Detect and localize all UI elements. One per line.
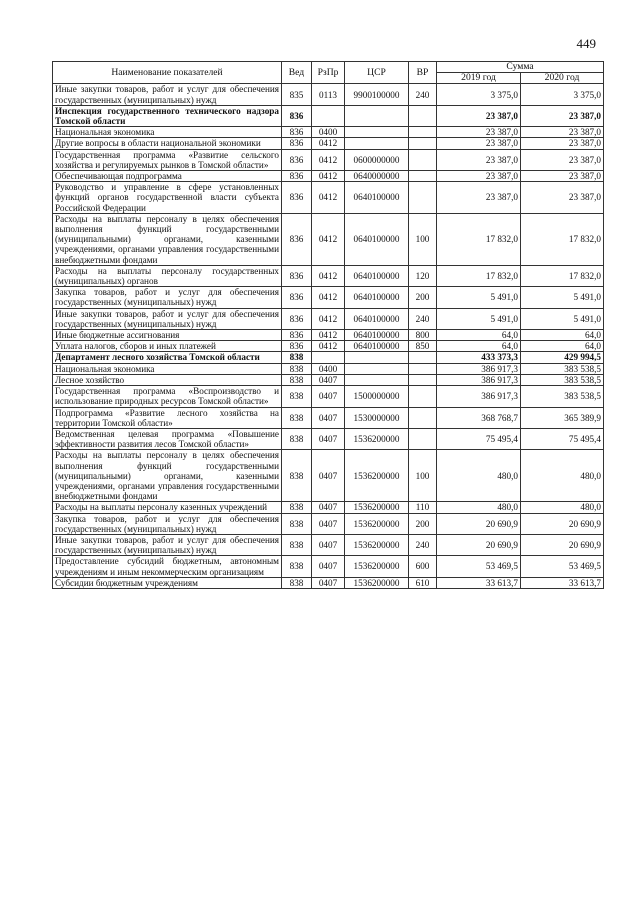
cell-csr: 1536200000 — [345, 428, 409, 449]
cell-ved: 838 — [282, 556, 312, 577]
table-header — [53, 62, 604, 84]
cell-csr — [345, 127, 409, 138]
table-row — [53, 407, 604, 428]
cell-rzpr: 0407 — [312, 428, 345, 449]
cell-rzpr: 0412 — [312, 213, 345, 265]
cell-name: Расходы на выплаты персоналу в целях обеспечения выполнения функций государственными (муниципальными) органами, казенными учреждениями, органами управления государственными внебюджетными фондами — [53, 213, 282, 265]
col-header-csr: ЦСР — [345, 62, 409, 84]
cell-2019: 480,0 — [437, 450, 521, 502]
cell-vr — [409, 407, 437, 428]
table-body — [53, 84, 604, 589]
cell-csr: 1536200000 — [345, 513, 409, 534]
table-row — [53, 213, 604, 265]
cell-name: Уплата налогов, сборов и иных платежей — [53, 341, 282, 352]
cell-2019: 23 387,0 — [437, 182, 521, 214]
cell-csr: 1536200000 — [345, 534, 409, 555]
cell-csr: 0640100000 — [345, 182, 409, 214]
cell-2020: 17 832,0 — [521, 213, 604, 265]
cell-vr: 100 — [409, 213, 437, 265]
col-header-ved: Вед — [282, 62, 312, 84]
cell-2020: 17 832,0 — [521, 265, 604, 286]
cell-ved: 838 — [282, 450, 312, 502]
cell-name: Инспекция государственного технического надзора Томской области — [53, 105, 282, 126]
table-row — [53, 386, 604, 407]
cell-vr: 800 — [409, 330, 437, 341]
cell-2020: 383 538,5 — [521, 374, 604, 385]
budget-table — [52, 61, 604, 589]
cell-2019: 23 387,0 — [437, 138, 521, 149]
cell-rzpr — [312, 105, 345, 126]
cell-2019: 17 832,0 — [437, 265, 521, 286]
col-header-vr: ВР — [409, 62, 437, 84]
cell-vr — [409, 138, 437, 149]
cell-2020: 383 538,5 — [521, 386, 604, 407]
cell-vr: 200 — [409, 287, 437, 308]
cell-rzpr: 0407 — [312, 513, 345, 534]
cell-vr: 610 — [409, 577, 437, 588]
cell-2020: 5 491,0 — [521, 287, 604, 308]
cell-2020: 75 495,4 — [521, 428, 604, 449]
cell-2019: 386 917,3 — [437, 363, 521, 374]
table-row — [53, 352, 604, 363]
table-row — [53, 450, 604, 502]
cell-2020: 480,0 — [521, 450, 604, 502]
cell-vr — [409, 428, 437, 449]
cell-2019: 20 690,9 — [437, 534, 521, 555]
cell-name: Закупка товаров, работ и услуг для обеспечения государственных (муниципальных) нужд — [53, 287, 282, 308]
cell-2019: 17 832,0 — [437, 213, 521, 265]
cell-csr: 1536200000 — [345, 577, 409, 588]
cell-2020: 383 538,5 — [521, 363, 604, 374]
cell-csr: 0640100000 — [345, 287, 409, 308]
cell-csr — [345, 363, 409, 374]
cell-ved: 838 — [282, 407, 312, 428]
table-row — [53, 105, 604, 126]
cell-name: Руководство и управление в сфере установленных функций органов государственной власти субъекта Российской Федерации — [53, 182, 282, 214]
cell-name: Расходы на выплаты персоналу казенных учреждений — [53, 502, 282, 513]
cell-rzpr: 0412 — [312, 287, 345, 308]
table-row — [53, 534, 604, 555]
cell-vr — [409, 127, 437, 138]
cell-2020: 64,0 — [521, 330, 604, 341]
table-row — [53, 84, 604, 105]
cell-rzpr: 0400 — [312, 127, 345, 138]
cell-name: Национальная экономика — [53, 127, 282, 138]
cell-2019: 53 469,5 — [437, 556, 521, 577]
table-row — [53, 577, 604, 588]
table-row — [53, 374, 604, 385]
cell-rzpr: 0412 — [312, 182, 345, 214]
cell-name: Иные закупки товаров, работ и услуг для обеспечения государственных (муниципальных) нужд — [53, 308, 282, 329]
cell-ved: 838 — [282, 502, 312, 513]
cell-name: Субсидии бюджетным учреждениям — [53, 577, 282, 588]
cell-name: Государственная программа «Воспроизводство и использование природных ресурсов Томской области» — [53, 386, 282, 407]
cell-ved: 838 — [282, 513, 312, 534]
cell-name: Расходы на выплаты персоналу в целях обеспечения выполнения функций государственными (муниципальными) органами, казенными учреждениями, органами управления государственными внебюджетными фондами — [53, 450, 282, 502]
cell-ved: 838 — [282, 386, 312, 407]
cell-2019: 433 373,3 — [437, 352, 521, 363]
cell-2020: 480,0 — [521, 502, 604, 513]
cell-ved: 836 — [282, 330, 312, 341]
table-row — [53, 308, 604, 329]
cell-rzpr: 0407 — [312, 556, 345, 577]
table-row — [53, 502, 604, 513]
cell-rzpr: 0412 — [312, 308, 345, 329]
cell-csr — [345, 138, 409, 149]
cell-vr — [409, 386, 437, 407]
cell-vr: 240 — [409, 534, 437, 555]
cell-name: Иные закупки товаров, работ и услуг для обеспечения государственных (муниципальных) нужд — [53, 534, 282, 555]
cell-name: Другие вопросы в области национальной экономики — [53, 138, 282, 149]
cell-2019: 5 491,0 — [437, 287, 521, 308]
cell-2020: 23 387,0 — [521, 105, 604, 126]
cell-ved: 838 — [282, 363, 312, 374]
table-row — [53, 341, 604, 352]
cell-csr: 0640000000 — [345, 171, 409, 182]
table-row — [53, 513, 604, 534]
cell-2020: 20 690,9 — [521, 534, 604, 555]
cell-csr: 0640100000 — [345, 330, 409, 341]
table-row — [53, 149, 604, 170]
cell-2019: 3 375,0 — [437, 84, 521, 105]
cell-name: Предоставление субсидий бюджетным, автономным учреждениям и иным некоммерческим организациям — [53, 556, 282, 577]
cell-name: Подпрограмма «Развитие лесного хозяйства на территории Томской области» — [53, 407, 282, 428]
cell-rzpr: 0412 — [312, 149, 345, 170]
table-row — [53, 287, 604, 308]
cell-2019: 23 387,0 — [437, 127, 521, 138]
cell-ved: 836 — [282, 171, 312, 182]
cell-2020: 33 613,7 — [521, 577, 604, 588]
cell-rzpr: 0407 — [312, 502, 345, 513]
cell-name: Закупка товаров, работ и услуг для обеспечения государственных (муниципальных) нужд — [53, 513, 282, 534]
cell-csr: 0640100000 — [345, 213, 409, 265]
cell-2019: 75 495,4 — [437, 428, 521, 449]
cell-2019: 23 387,0 — [437, 105, 521, 126]
cell-rzpr: 0400 — [312, 363, 345, 374]
cell-ved: 838 — [282, 534, 312, 555]
cell-csr — [345, 374, 409, 385]
col-header-sum: Сумма — [437, 62, 604, 73]
cell-2019: 23 387,0 — [437, 149, 521, 170]
cell-csr: 0640100000 — [345, 341, 409, 352]
table-row — [53, 363, 604, 374]
cell-ved: 836 — [282, 287, 312, 308]
table-row — [53, 171, 604, 182]
cell-ved: 836 — [282, 182, 312, 214]
cell-name: Иные закупки товаров, работ и услуг для обеспечения государственных (муниципальных) нужд — [53, 84, 282, 105]
cell-csr: 1536200000 — [345, 556, 409, 577]
cell-vr — [409, 352, 437, 363]
cell-2020: 23 387,0 — [521, 127, 604, 138]
cell-vr: 240 — [409, 84, 437, 105]
cell-vr: 110 — [409, 502, 437, 513]
cell-2020: 64,0 — [521, 341, 604, 352]
cell-vr — [409, 363, 437, 374]
cell-ved: 836 — [282, 341, 312, 352]
cell-vr — [409, 149, 437, 170]
cell-vr: 600 — [409, 556, 437, 577]
cell-vr: 850 — [409, 341, 437, 352]
col-header-2019: 2019 год — [437, 73, 521, 84]
cell-2020: 53 469,5 — [521, 556, 604, 577]
cell-2019: 368 768,7 — [437, 407, 521, 428]
cell-vr — [409, 105, 437, 126]
cell-2019: 23 387,0 — [437, 171, 521, 182]
col-header-2020: 2020 год — [521, 73, 604, 84]
cell-vr — [409, 182, 437, 214]
cell-rzpr: 0412 — [312, 138, 345, 149]
cell-2020: 20 690,9 — [521, 513, 604, 534]
table-row — [53, 265, 604, 286]
cell-rzpr: 0407 — [312, 374, 345, 385]
cell-vr: 100 — [409, 450, 437, 502]
cell-rzpr: 0407 — [312, 450, 345, 502]
cell-csr: 1536200000 — [345, 502, 409, 513]
cell-2020: 429 994,5 — [521, 352, 604, 363]
cell-rzpr: 0407 — [312, 386, 345, 407]
cell-vr — [409, 171, 437, 182]
cell-2020: 3 375,0 — [521, 84, 604, 105]
cell-2020: 365 389,9 — [521, 407, 604, 428]
cell-2019: 480,0 — [437, 502, 521, 513]
cell-vr: 120 — [409, 265, 437, 286]
cell-2019: 386 917,3 — [437, 374, 521, 385]
cell-name: Лесное хозяйство — [53, 374, 282, 385]
cell-ved: 838 — [282, 577, 312, 588]
cell-2020: 23 387,0 — [521, 138, 604, 149]
cell-rzpr — [312, 352, 345, 363]
cell-ved: 836 — [282, 265, 312, 286]
cell-csr: 0640100000 — [345, 308, 409, 329]
cell-csr: 0640100000 — [345, 265, 409, 286]
cell-ved: 838 — [282, 428, 312, 449]
table-row — [53, 556, 604, 577]
cell-ved: 836 — [282, 127, 312, 138]
table-row — [53, 428, 604, 449]
cell-rzpr: 0412 — [312, 341, 345, 352]
cell-vr: 200 — [409, 513, 437, 534]
cell-csr: 1530000000 — [345, 407, 409, 428]
cell-2020: 23 387,0 — [521, 171, 604, 182]
table-row — [53, 330, 604, 341]
cell-2019: 33 613,7 — [437, 577, 521, 588]
cell-2019: 64,0 — [437, 341, 521, 352]
cell-rzpr: 0407 — [312, 534, 345, 555]
cell-2020: 5 491,0 — [521, 308, 604, 329]
col-header-rzpr: РзПр — [312, 62, 345, 84]
table-row — [53, 127, 604, 138]
cell-ved: 836 — [282, 149, 312, 170]
cell-ved: 836 — [282, 213, 312, 265]
cell-rzpr: 0407 — [312, 577, 345, 588]
cell-ved: 838 — [282, 374, 312, 385]
col-header-name: Наименование показателей — [53, 62, 282, 84]
cell-name: Обеспечивающая подпрограмма — [53, 171, 282, 182]
table-row — [53, 138, 604, 149]
cell-rzpr: 0412 — [312, 330, 345, 341]
cell-2019: 5 491,0 — [437, 308, 521, 329]
cell-ved: 836 — [282, 138, 312, 149]
cell-2019: 64,0 — [437, 330, 521, 341]
cell-2019: 20 690,9 — [437, 513, 521, 534]
cell-vr: 240 — [409, 308, 437, 329]
cell-rzpr: 0113 — [312, 84, 345, 105]
cell-name: Иные бюджетные ассигнования — [53, 330, 282, 341]
cell-name: Ведомственная целевая программа «Повышение эффективности развития лесов Томской области» — [53, 428, 282, 449]
cell-rzpr: 0412 — [312, 265, 345, 286]
cell-csr: 1536200000 — [345, 450, 409, 502]
cell-csr: 9900100000 — [345, 84, 409, 105]
cell-csr: 1500000000 — [345, 386, 409, 407]
cell-ved: 836 — [282, 105, 312, 126]
cell-rzpr: 0412 — [312, 171, 345, 182]
cell-csr: 0600000000 — [345, 149, 409, 170]
cell-rzpr: 0407 — [312, 407, 345, 428]
cell-2019: 386 917,3 — [437, 386, 521, 407]
cell-ved: 838 — [282, 352, 312, 363]
cell-2020: 23 387,0 — [521, 182, 604, 214]
cell-csr — [345, 105, 409, 126]
table-row — [53, 182, 604, 214]
cell-csr — [345, 352, 409, 363]
cell-2020: 23 387,0 — [521, 149, 604, 170]
cell-name: Государственная программа «Развитие сельского хозяйства и регулируемых рынков в Томской области» — [53, 149, 282, 170]
page-number: 449 — [576, 36, 596, 51]
cell-vr — [409, 374, 437, 385]
cell-name: Национальная экономика — [53, 363, 282, 374]
cell-ved: 836 — [282, 308, 312, 329]
cell-name: Расходы на выплаты персоналу государственных (муниципальных) органов — [53, 265, 282, 286]
cell-name: Департамент лесного хозяйства Томской области — [53, 352, 282, 363]
cell-ved: 835 — [282, 84, 312, 105]
